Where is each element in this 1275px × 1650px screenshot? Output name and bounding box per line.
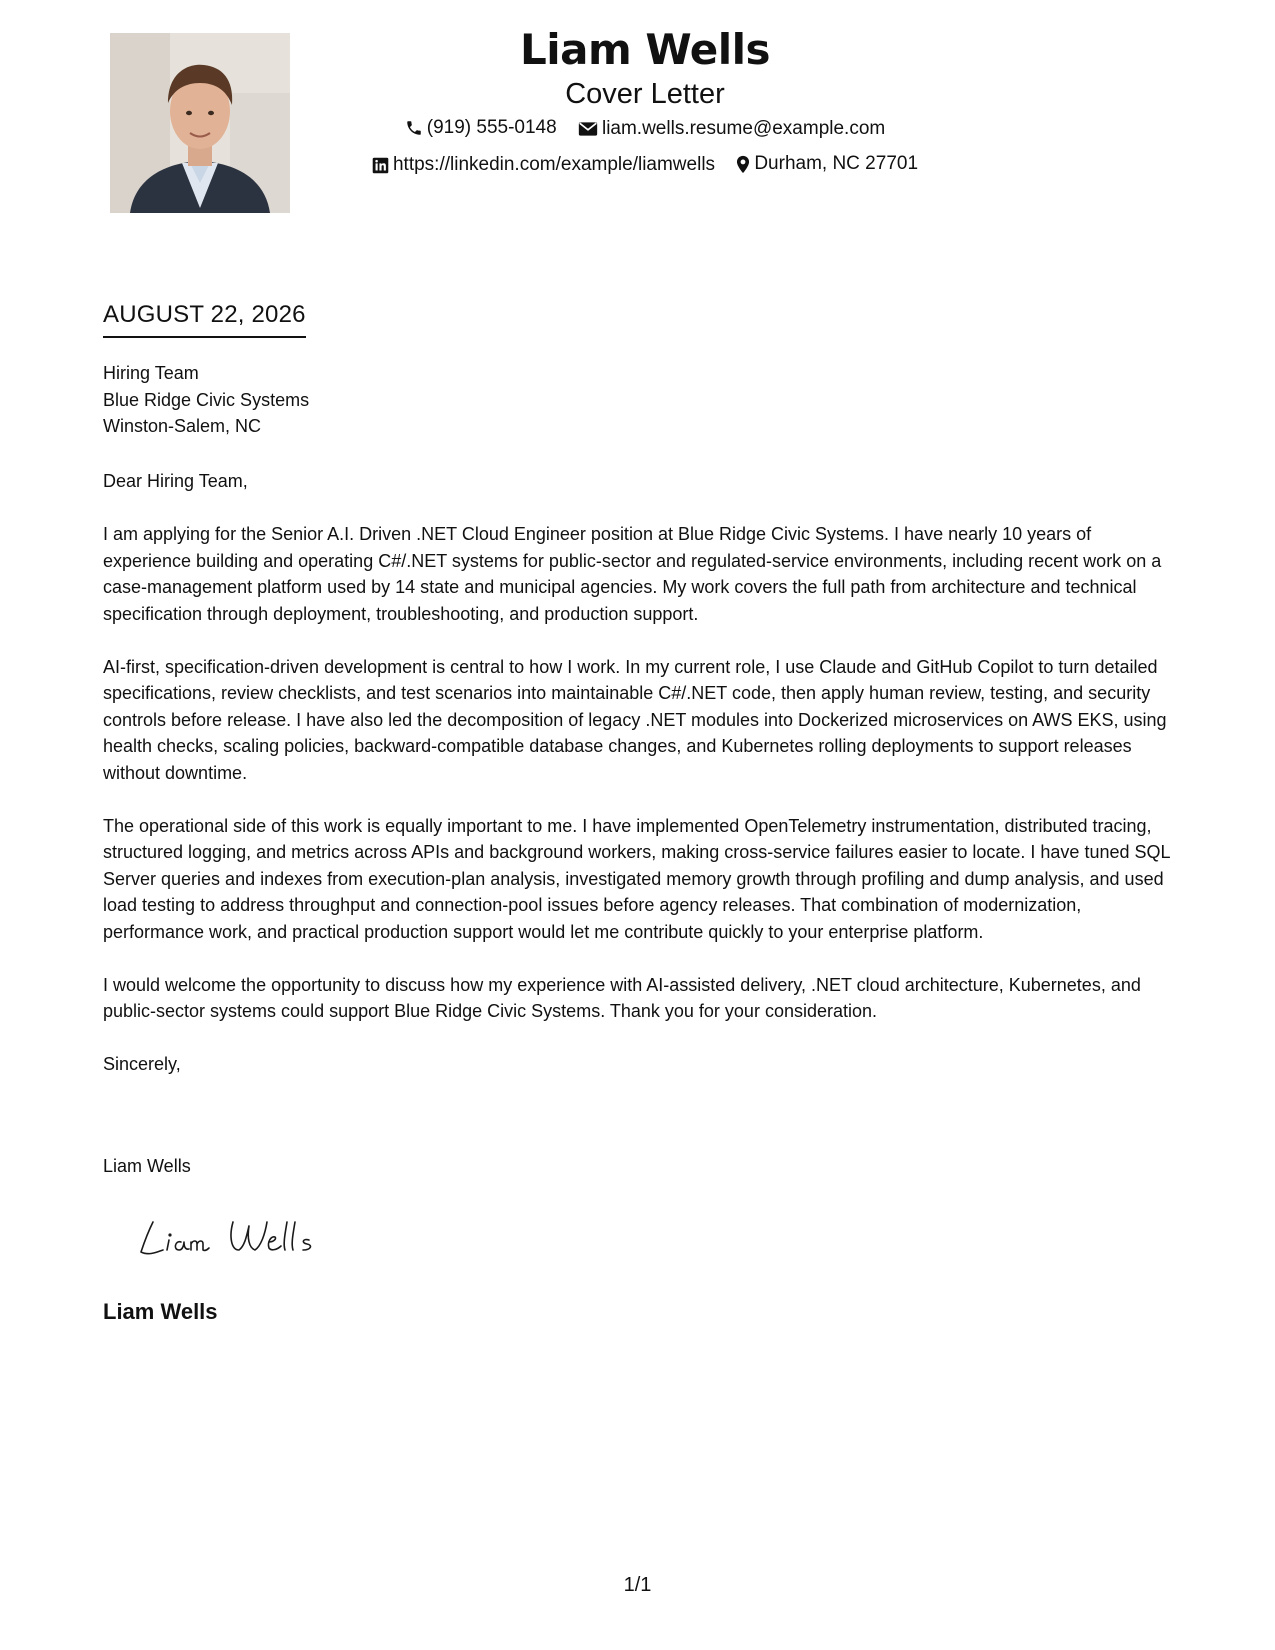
handwritten-signature <box>135 1212 335 1262</box>
phone-text: (919) 555-0148 <box>426 117 557 138</box>
email-text: liam.wells.resume@example.com <box>601 118 886 139</box>
salutation: Dear Hiring Team, <box>103 471 248 491</box>
page-number: 1/1 <box>623 1574 652 1596</box>
map-pin-icon <box>736 155 750 174</box>
contact-phone[interactable] <box>405 116 557 140</box>
applicant-name: Liam Wells <box>520 25 770 74</box>
typed-name: Liam Wells <box>103 1156 191 1176</box>
phone-icon <box>405 119 423 137</box>
paragraph: The operational side of this work is equally important to me. I have implemented OpenTelemetry instrumentation, distributed tracing, structured logging, and metrics across APIs and background workers, making cross-service failures easier to locate. I have tuned SQL Server queries and indexes from execution-plan analysis, investigated memory growth through profiling and dump analysis, and used load testing to address throughput and connection-pool issues before agency releases. That combination of modernization, performance work, and practical production support would let me contribute quickly to your enterprise platform. <box>103 815 1170 942</box>
recipient-company: Blue Ridge Civic Systems <box>103 389 310 410</box>
paragraph: I would welcome the opportunity to discuss how my experience with AI-assisted delivery, .NET cloud architecture, Kubernetes, and public-sector systems could support Blue Ridge Civic Systems. Thank you for your consideration. <box>103 974 1141 1021</box>
contact-email[interactable] <box>578 117 885 141</box>
contact-linkedin[interactable] <box>372 153 715 177</box>
letter-date: AUGUST 22, 2026 <box>103 300 306 338</box>
location-text: Durham, NC 27701 <box>754 153 919 174</box>
portrait-image <box>110 33 290 213</box>
document-title: Cover Letter <box>565 78 725 110</box>
contact-location <box>736 152 918 176</box>
paragraph: I am applying for the Senior A.I. Driven .NET Cloud Engineer position at Blue Ridge Civic Systems. I have nearly 10 years of experience building and operating C#/.NET systems for public-sector and regulated-service environments, including recent work on a case-management platform used by 14 state and municipal agencies. My work covers the full path from architecture and technical specification through deployment, troubleshooting, and production support. <box>103 524 1162 624</box>
letter-body <box>103 468 1178 1104</box>
letter-header <box>300 22 990 181</box>
recipient-location: Winston-Salem, NC <box>103 416 262 436</box>
closing: Sincerely, <box>103 1054 181 1074</box>
linkedin-text: https://linkedin.com/example/liamwells <box>392 154 716 175</box>
recipient-block <box>103 360 309 440</box>
envelope-icon <box>578 121 598 137</box>
recipient-line: Hiring Team <box>103 363 199 383</box>
signature-name: Liam Wells <box>103 1299 218 1324</box>
paragraph: AI-first, specification-driven development is central to how I work. In my current role, I use Claude and GitHub Copilot to turn detailed specifications, review checklists, and test scenarios into maintainable C#/.NET code, then apply human review, testing, and security controls before release. I have also led the decomposition of legacy .NET modules into Dockerized microservices on AWS EKS, using health checks, scaling policies, backward-compatible database changes, and Kubernetes rolling deployments to support releases without downtime. <box>103 656 1167 783</box>
contact-row-1 <box>300 116 990 144</box>
contact-row-2 <box>300 152 990 181</box>
profile-photo <box>110 33 290 213</box>
linkedin-icon <box>372 157 389 174</box>
